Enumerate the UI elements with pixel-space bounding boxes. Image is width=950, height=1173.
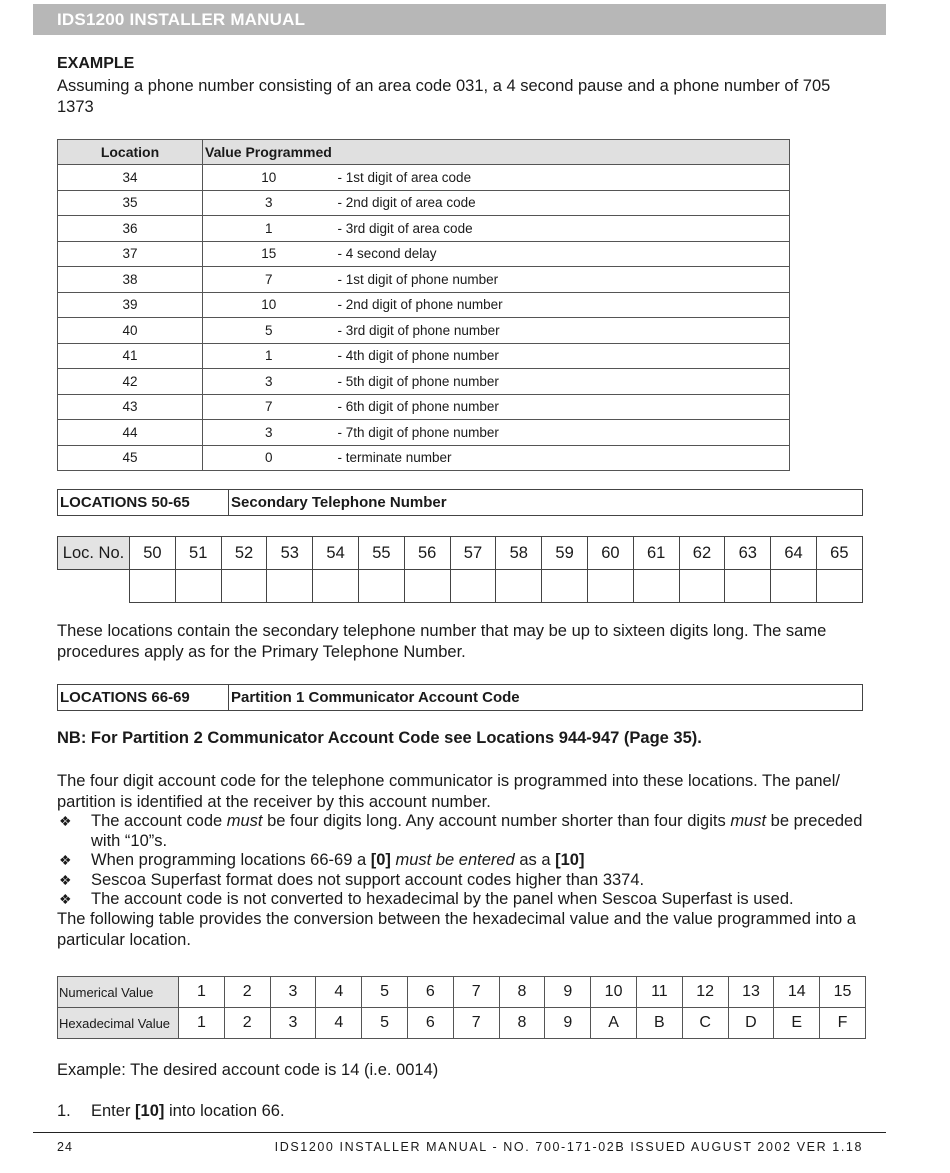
cell: 15	[820, 977, 866, 1008]
entry-cell	[175, 570, 221, 603]
cell-value: 15	[203, 241, 335, 267]
cell: 4	[316, 1008, 362, 1039]
table-row	[58, 977, 866, 1008]
section-title: Secondary Telephone Number	[231, 494, 447, 511]
cell-value: 3	[203, 190, 335, 216]
step-text	[91, 1101, 285, 1122]
list-item	[57, 851, 877, 871]
cell-value: 3	[203, 369, 335, 395]
page-number: 24	[57, 1140, 73, 1154]
table-row	[58, 445, 790, 471]
cell-location: 38	[58, 267, 203, 293]
loc-number-cell: 50	[130, 537, 176, 570]
cell: 11	[636, 977, 682, 1008]
cell-location: 41	[58, 343, 203, 369]
entry-cell	[496, 570, 542, 603]
loc-number-cell: 65	[816, 537, 862, 570]
cell: C	[682, 1008, 728, 1039]
cell: 6	[407, 977, 453, 1008]
entry-cell	[450, 570, 496, 603]
cell-description: - 2nd digit of area code	[335, 190, 790, 216]
text: into location 66.	[164, 1102, 285, 1120]
account-example: Example: The desired account code is 14 (i.e. 0014)	[57, 1061, 439, 1079]
cell-value: 3	[203, 420, 335, 446]
text: Enter	[91, 1102, 136, 1120]
cell: A	[591, 1008, 637, 1039]
cell-value: 7	[203, 394, 335, 420]
cell-description: - 7th digit of phone number	[335, 420, 790, 446]
table-row	[58, 241, 790, 267]
text: The account code	[91, 812, 227, 830]
cell-description: - 3rd digit of phone number	[335, 318, 790, 344]
cell: 1	[179, 1008, 225, 1039]
manual-title: IDS1200 INSTALLER MANUAL	[57, 10, 306, 29]
cell: 8	[499, 977, 545, 1008]
entry-cell	[587, 570, 633, 603]
text: as a	[514, 851, 556, 869]
entry-cell	[404, 570, 450, 603]
cell-location: 43	[58, 394, 203, 420]
cell: 6	[407, 1008, 453, 1039]
loc-number-cell: 52	[221, 537, 267, 570]
cell: 7	[453, 977, 499, 1008]
footer-doc-info: IDS1200 INSTALLER MANUAL - NO. 700-171-02B ISSUED AUGUST 2002 VER 1.18	[274, 1140, 863, 1154]
cell-description: - 2nd digit of phone number	[335, 292, 790, 318]
entry-cell	[725, 570, 771, 603]
example-table	[57, 139, 790, 471]
entry-cell	[771, 570, 817, 603]
bold-text: [10]	[135, 1102, 165, 1120]
cell-description: - terminate number	[335, 445, 790, 471]
column-header-value: Value Programmed	[203, 140, 790, 165]
entry-cell	[816, 570, 862, 603]
cell-value: 10	[203, 292, 335, 318]
text: When programming locations 66-69 a	[91, 851, 371, 869]
section-title: Partition 1 Communicator Account Code	[231, 689, 520, 706]
entry-cell	[542, 570, 588, 603]
step-item	[57, 1101, 877, 1122]
cell: 4	[316, 977, 362, 1008]
list-item	[57, 871, 877, 891]
four-diamond-bullet-icon: ❖	[59, 891, 72, 907]
emphasis: must	[226, 812, 263, 830]
cell-description: - 4 second delay	[335, 241, 790, 267]
table-row	[58, 165, 790, 191]
cell: 7	[453, 1008, 499, 1039]
cell-location: 44	[58, 420, 203, 446]
table-row	[58, 394, 790, 420]
cell-value: 1	[203, 216, 335, 242]
section-locations: LOCATIONS 50-65	[58, 490, 229, 515]
loc-number-cell: 58	[496, 537, 542, 570]
cell-location: 45	[58, 445, 203, 471]
table-row	[58, 343, 790, 369]
cell: 1	[179, 977, 225, 1008]
cell: E	[774, 1008, 820, 1039]
loc-number-cell: 64	[771, 537, 817, 570]
loc-number-cell: 53	[267, 537, 313, 570]
loc-number-cell: 56	[404, 537, 450, 570]
entry-cell	[313, 570, 359, 603]
cell: 5	[362, 1008, 408, 1039]
text: The account code is not converted to hexadecimal by the panel when Sescoa Superfast is used.	[91, 890, 794, 908]
table-row	[58, 267, 790, 293]
loc-number-cell: 59	[542, 537, 588, 570]
cell-value: 0	[203, 445, 335, 471]
cell-description: - 1st digit of phone number	[335, 267, 790, 293]
cell: 14	[774, 977, 820, 1008]
entry-cell	[130, 570, 176, 603]
cell: 2	[224, 1008, 270, 1039]
table-row	[58, 190, 790, 216]
cell-location: 36	[58, 216, 203, 242]
cell: 3	[270, 977, 316, 1008]
cell: 13	[728, 977, 774, 1008]
cell-description: - 3rd digit of area code	[335, 216, 790, 242]
blank-cell	[58, 570, 130, 603]
cell-description: - 6th digit of phone number	[335, 394, 790, 420]
location-number-table	[57, 536, 863, 603]
cell: B	[636, 1008, 682, 1039]
bold-text: [10]	[555, 851, 585, 869]
cell-description: - 5th digit of phone number	[335, 369, 790, 395]
four-diamond-bullet-icon: ❖	[59, 871, 72, 888]
table-row	[58, 369, 790, 395]
table-row	[58, 292, 790, 318]
secondary-description: These locations contain the secondary telephone number that may be up to sixteen digits long. The same procedures apply as for the Primary Telephone Number.	[57, 622, 827, 661]
cell-location: 40	[58, 318, 203, 344]
loc-number-cell: 63	[725, 537, 771, 570]
cell-description: - 4th digit of phone number	[335, 343, 790, 369]
cell: 5	[362, 977, 408, 1008]
loc-number-cell: 61	[633, 537, 679, 570]
header-bar	[33, 4, 886, 35]
loc-number-cell: 60	[587, 537, 633, 570]
table-row	[58, 216, 790, 242]
cell: 2	[224, 977, 270, 1008]
column-header-location: Location	[58, 140, 203, 165]
row-label: Hexadecimal Value	[58, 1008, 179, 1039]
example-heading: EXAMPLE	[57, 55, 135, 72]
cell-description: - 1st digit of area code	[335, 165, 790, 191]
example-intro: Assuming a phone number consisting of an area code 031, a 4 second pause and a phone number of 705 1373	[57, 77, 831, 116]
cell: F	[820, 1008, 866, 1039]
four-diamond-bullet-icon: ❖	[59, 813, 72, 829]
section-header-secondary	[57, 489, 863, 516]
entry-cell	[221, 570, 267, 603]
text: Sescoa Superfast format does not support account codes higher than 3374.	[91, 870, 645, 889]
table-row	[58, 318, 790, 344]
step-number: 1.	[57, 1102, 71, 1120]
section-header-partition	[57, 684, 863, 711]
entry-cell	[633, 570, 679, 603]
cell: 12	[682, 977, 728, 1008]
table-row	[58, 1008, 866, 1039]
cell: 10	[591, 977, 637, 1008]
bullet-list	[57, 812, 877, 910]
cell: 9	[545, 1008, 591, 1039]
conversion-intro: The following table provides the conversion between the hexadecimal value and the value programmed into a particular location.	[57, 910, 856, 949]
cell-location: 34	[58, 165, 203, 191]
cell-value: 7	[203, 267, 335, 293]
loc-no-label: Loc. No.	[58, 537, 130, 570]
loc-number-cell: 51	[175, 537, 221, 570]
cell-location: 42	[58, 369, 203, 395]
cell: D	[728, 1008, 774, 1039]
cell-location: 37	[58, 241, 203, 267]
emphasis: must be entered	[390, 851, 515, 869]
nb-note: NB: For Partition 2 Communicator Account Code see Locations 944-947 (Page 35).	[57, 729, 702, 747]
partition-description: The four digit account code for the telephone communicator is programmed into these locations. The panel/ partition is identified at the receiver by this account number.	[57, 772, 840, 811]
four-diamond-bullet-icon: ❖	[59, 852, 72, 868]
footer-divider	[33, 1132, 886, 1133]
entry-cell	[267, 570, 313, 603]
text: be four digits long. Any account number shorter than four digits	[262, 812, 731, 830]
cell-location: 35	[58, 190, 203, 216]
loc-number-cell: 55	[358, 537, 404, 570]
loc-number-cell: 54	[313, 537, 359, 570]
cell: 8	[499, 1008, 545, 1039]
loc-number-cell: 62	[679, 537, 725, 570]
row-label: Numerical Value	[58, 977, 179, 1008]
list-item	[57, 812, 877, 851]
cell-value: 1	[203, 343, 335, 369]
cell: 3	[270, 1008, 316, 1039]
cell: 9	[545, 977, 591, 1008]
table-row	[58, 420, 790, 446]
text: be preceded with “10”s.	[91, 812, 863, 850]
cell-value: 5	[203, 318, 335, 344]
entry-cell	[679, 570, 725, 603]
bold-text: [0]	[370, 851, 391, 869]
section-locations: LOCATIONS 66-69	[58, 685, 229, 710]
cell-value: 10	[203, 165, 335, 191]
list-item	[57, 890, 877, 910]
hex-conversion-table	[57, 976, 866, 1039]
cell-location: 39	[58, 292, 203, 318]
entry-cell	[358, 570, 404, 603]
loc-number-cell: 57	[450, 537, 496, 570]
emphasis: must	[730, 812, 767, 830]
